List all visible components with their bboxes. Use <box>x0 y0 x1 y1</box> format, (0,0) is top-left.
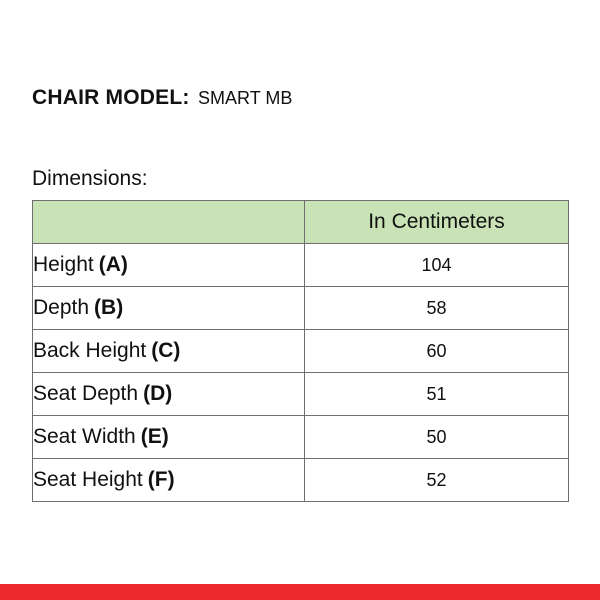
row-code: (C) <box>151 339 181 362</box>
row-code: (F) <box>147 468 175 491</box>
row-code: (B) <box>94 296 124 319</box>
row-value: 60 <box>305 330 569 373</box>
row-label <box>33 459 305 502</box>
dimensions-title: Dimensions: <box>32 167 148 190</box>
table-row <box>33 459 569 502</box>
row-code: (D) <box>143 382 173 405</box>
row-label <box>33 330 305 373</box>
table-row <box>33 287 569 330</box>
header-cell-empty <box>33 201 305 244</box>
header-cell-unit: In Centimeters <box>305 201 569 244</box>
chair-model-label: CHAIR MODEL: <box>32 86 190 109</box>
row-value: 50 <box>305 416 569 459</box>
row-name: Seat Depth <box>33 382 139 405</box>
table-row <box>33 244 569 287</box>
chair-model-value: SMART MB <box>198 88 293 108</box>
table-row <box>33 330 569 373</box>
table-header-row <box>33 201 569 244</box>
row-label <box>33 244 305 287</box>
chair-model-line <box>32 86 292 112</box>
row-code: (E) <box>140 425 169 448</box>
row-name: Seat Width <box>33 425 136 448</box>
row-name: Seat Height <box>33 468 143 491</box>
row-label <box>33 287 305 330</box>
table-row <box>33 373 569 416</box>
row-label <box>33 373 305 416</box>
row-value: 104 <box>305 244 569 287</box>
row-value: 58 <box>305 287 569 330</box>
row-name: Depth <box>33 296 90 319</box>
row-name: Height <box>33 253 94 276</box>
row-value: 51 <box>305 373 569 416</box>
row-name: Back Height <box>33 339 147 362</box>
table-row <box>33 416 569 459</box>
row-code: (A) <box>98 253 128 276</box>
bottom-accent-bar <box>0 584 600 600</box>
row-label <box>33 416 305 459</box>
dimensions-table <box>32 200 569 502</box>
row-value: 52 <box>305 459 569 502</box>
